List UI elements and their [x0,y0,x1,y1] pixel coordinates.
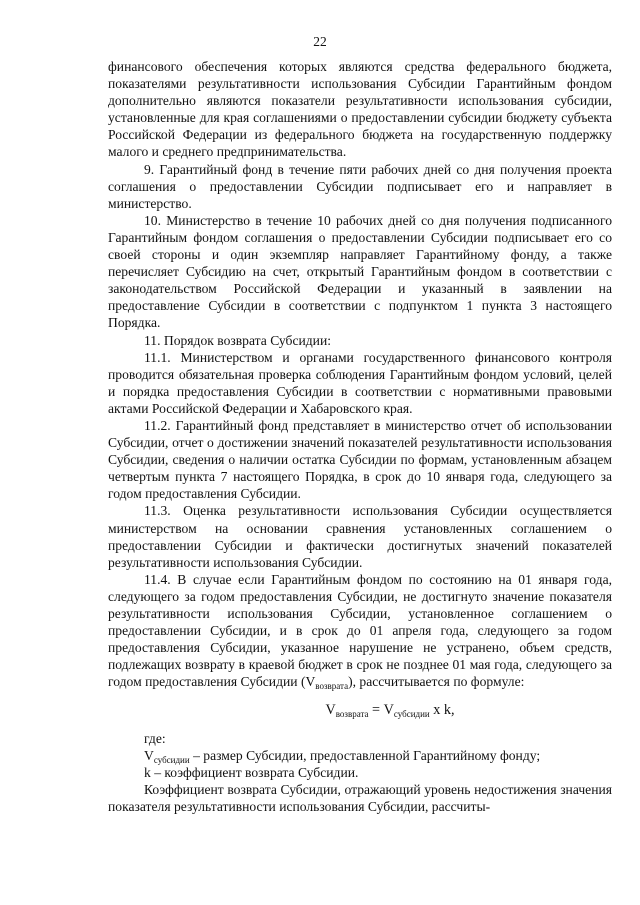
v-return-subscript: возврата [315,681,349,692]
definition-v-subsidy [108,747,612,764]
paragraph-11: 11. Порядок возврата Субсидии: [144,332,332,348]
definition-v-symbol: V [144,747,154,763]
definition-v-text: – размер Субсидии, предоставленной Гарантийному фонду; [189,747,541,763]
paragraph-11-4-text: 11.4. В случае если Гарантийным фондом по состоянию на 01 января года, следующего за годом предоставления Субсидии, не достигнуто значение показателя результативности использования Субсидии, установленное соглашением о предоставлении Субсидии, и в срок до 01 апреля года, следующего за годом предоставления Субсидии, указанное нарушение не устранено, объем средств, подлежащих возврату в краевой бюджет в срок не позднее 01 мая года, следующего за годом предоставления Субсидии (V [108,571,612,690]
document-body [108,58,612,815]
definition-v-subscript: субсидии [153,754,190,765]
paragraph-11-2: 11.2. Гарантийный фонд представляет в министерство отчет об использовании Субсидии, отчет о достижении значений показателей результативности использования Субсидии, сведения о наличии остатка Субсидии по формам, установленным абзацем четвертым пункта 7 настоящего Порядка, в срок до 10 января года, следующего за годом предоставления Субсидии. [108,417,612,502]
formula-rhs-subscript: субсидии [393,709,430,720]
return-formula [108,702,612,719]
page-number: 22 [313,34,327,49]
definition-k: k – коэффициент возврата Субсидии. [144,764,359,780]
paragraph-11-1: 11.1. Министерством и органами государственного финансового контроля проводится обязательная проверка соблюдения Гарантийным фондом условий, целей и порядка предоставления Субсидии в соответствии с нормативными правовыми актами Российской Федерации и Хабаровского края. [108,349,612,416]
paragraph-11-3: 11.3. Оценка результативности использования Субсидии осуществляется министерством на основании сравнения установленных соглашением о предоставлении Субсидии и фактически достигнутых значений показателей результативности использования Субсидии. [108,503,612,570]
paragraph-9: 9. Гарантийный фонд в течение пяти рабочих дней со дня получения проекта соглашения о предоставлении Субсидии подписывает его и направляет в министерство. [108,161,612,211]
formula-equals: = [368,702,384,719]
paragraph-11-4 [108,571,612,691]
formula-lhs-subscript: возврата [335,709,369,720]
paragraph-11-4-tail: ), рассчитывается по формуле: [348,674,525,690]
paragraph-10: 10. Министерство в течение 10 рабочих дней со дня получения подписанного Гарантийным фондом соглашения о предоставлении Субсидии подписывает его со своей стороны и один экземпляр направляет Гарантийному фонду, а также перечисляет Субсидию на счет, открытый Гарантийным фондом в соответствии с законодательством Российской Федерации и указанный в заявлении на предоставление Субсидии в соответствии с подпунктом 1 пункта 3 настоящего Порядка. [108,212,612,331]
paragraph-intro: финансового обеспечения которых являются средства федерального бюджета, показателями результативности использования Субсидии Гарантийным фондом дополнительно являются показатели результативности использования субсидии, установленные для края соглашениями о предоставлении субсидии бюджету субъекта Российской Федерации из федерального бюджета на государственную поддержку малого и среднего предпринимательства. [108,59,612,160]
formula-lhs-symbol: V [325,702,336,719]
formula-rhs-symbol: V [383,702,394,719]
where-label: где: [144,730,166,746]
formula-rhs-tail: x k, [429,702,455,719]
paragraph-coefficient: Коэффициент возврата Субсидии, отражающий уровень недостижения значения показателя результативности использования Субсидии, рассчиты- [108,781,612,814]
